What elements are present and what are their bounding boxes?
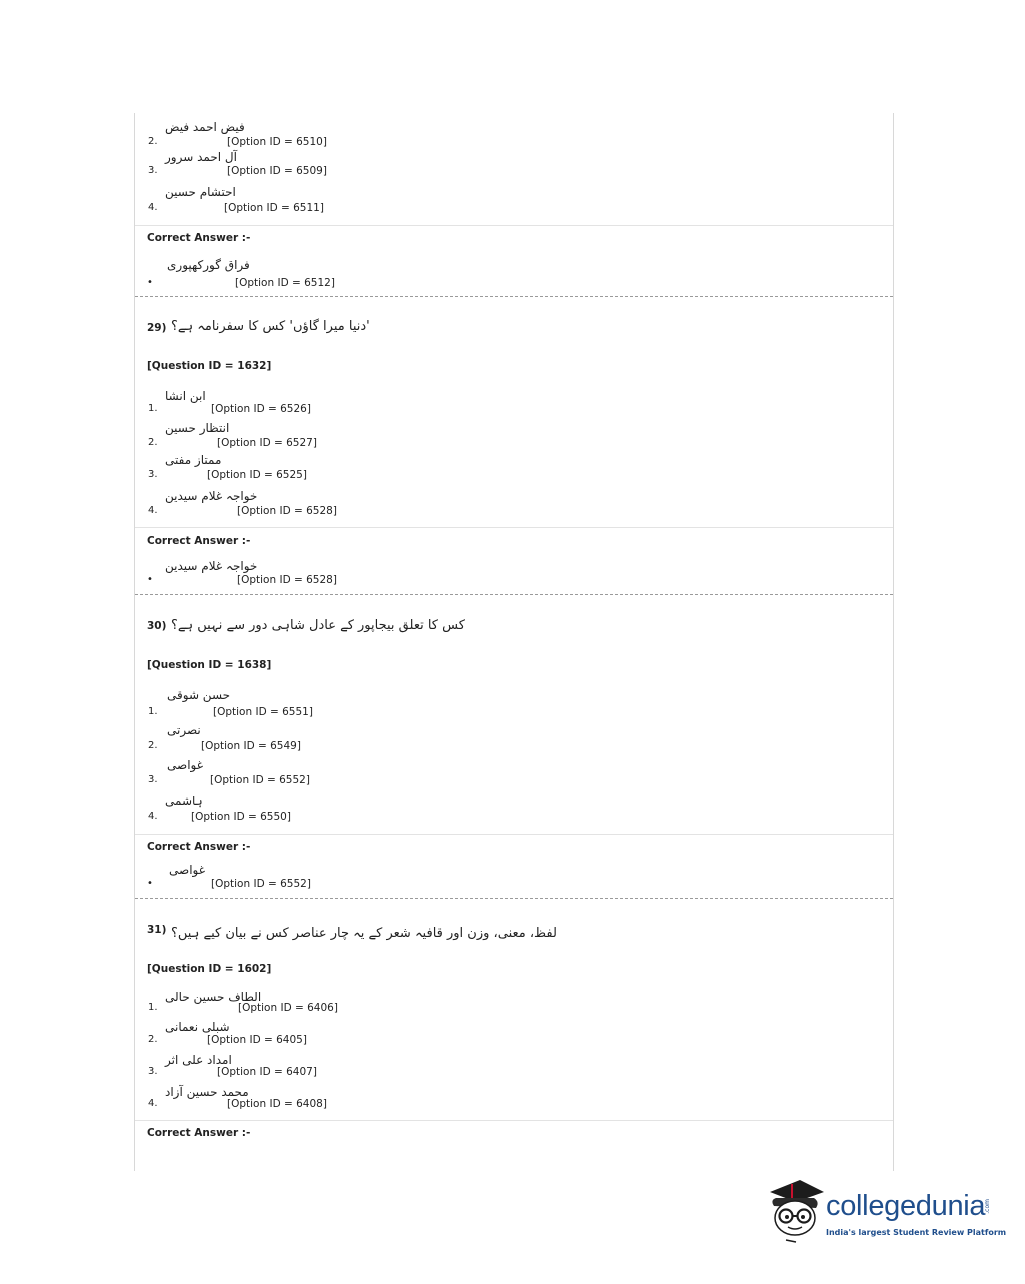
question-id: [Question ID = 1638] xyxy=(147,659,272,671)
option-id: [Option ID = 6527] xyxy=(217,437,317,449)
logo-brand-tld: .com xyxy=(984,1199,991,1214)
option-urdu-text: حسن شوقی xyxy=(167,688,231,702)
question-separator xyxy=(135,296,893,297)
option-urdu-text: انتظار حسین xyxy=(165,421,230,435)
option-number: 4. xyxy=(148,1098,158,1109)
option-urdu-text: ہاشمی xyxy=(165,794,203,808)
option-number: 2. xyxy=(148,740,158,751)
option-id: [Option ID = 6510] xyxy=(227,136,327,148)
question-text: لفظ، معنی، وزن اور قافیہ شعر کے یہ چار عناصر کس نے بیان کیے ہیں؟ xyxy=(171,926,557,941)
question-text: کس کا تعلق بیجاپور کے عادل شاہی دور سے نہیں ہے؟ xyxy=(171,618,465,633)
answer-bullet: • xyxy=(147,277,153,288)
question-number: 29) xyxy=(147,322,167,334)
option-urdu-text: فیض احمد فیض xyxy=(165,120,245,134)
option-number: 1. xyxy=(148,706,158,717)
option-id: [Option ID = 6526] xyxy=(211,403,311,415)
option-id: [Option ID = 6509] xyxy=(227,165,327,177)
mascot-icon xyxy=(766,1176,826,1248)
option-id: [Option ID = 6405] xyxy=(207,1034,307,1046)
option-id: [Option ID = 6551] xyxy=(213,706,313,718)
question-text: 'دنیا میرا گاؤں' کس کا سفرنامہ ہے؟ xyxy=(171,319,370,334)
option-number: 2. xyxy=(148,136,158,147)
option-id: [Option ID = 6408] xyxy=(227,1098,327,1110)
answer-option-id: [Option ID = 6528] xyxy=(237,574,337,586)
option-id: [Option ID = 6549] xyxy=(201,740,301,752)
option-urdu-text: شبلی نعمانی xyxy=(165,1020,230,1034)
question-separator xyxy=(135,898,893,899)
option-number: 1. xyxy=(148,1002,158,1013)
option-id: [Option ID = 6552] xyxy=(210,774,310,786)
option-urdu-text: نصرتی xyxy=(167,723,201,737)
option-id: [Option ID = 6528] xyxy=(237,505,337,517)
question-id: [Question ID = 1602] xyxy=(147,963,272,975)
question-separator xyxy=(135,594,893,595)
option-urdu-text: غواصی xyxy=(167,758,203,772)
option-urdu-text: خواجہ غلام سیدین xyxy=(165,489,258,503)
correct-answer-label: Correct Answer :- xyxy=(147,232,251,244)
option-number: 4. xyxy=(148,505,158,516)
divider xyxy=(135,527,893,528)
option-urdu-text: ابن انشا xyxy=(165,389,206,403)
answer-urdu-text: خواجہ غلام سیدین xyxy=(165,559,258,573)
divider xyxy=(135,834,893,835)
option-urdu-text: آل احمد سرور xyxy=(165,150,237,164)
option-urdu-text: محمد حسین آزاد xyxy=(165,1085,249,1099)
answer-option-id: [Option ID = 6512] xyxy=(235,277,335,289)
question-number: 31) xyxy=(147,924,167,936)
correct-answer-label: Correct Answer :- xyxy=(147,1127,251,1139)
option-id: [Option ID = 6550] xyxy=(191,811,291,823)
option-number: 1. xyxy=(148,403,158,414)
option-id: [Option ID = 6406] xyxy=(238,1002,338,1014)
option-id: [Option ID = 6525] xyxy=(207,469,307,481)
logo-brand-name: collegedunia xyxy=(826,1190,986,1222)
divider xyxy=(135,225,893,226)
option-number: 3. xyxy=(148,774,158,785)
correct-answer-label: Correct Answer :- xyxy=(147,841,251,853)
option-urdu-text: امداد علی اثر xyxy=(165,1053,232,1067)
answer-option-id: [Option ID = 6552] xyxy=(211,878,311,890)
correct-answer-label: Correct Answer :- xyxy=(147,535,251,547)
option-number: 3. xyxy=(148,1066,158,1077)
option-number: 4. xyxy=(148,811,158,822)
answer-urdu-text: غواصی xyxy=(169,863,205,877)
option-number: 2. xyxy=(148,1034,158,1045)
collegedunia-logo xyxy=(766,1176,1007,1248)
option-number: 4. xyxy=(148,202,158,213)
answer-bullet: • xyxy=(147,574,153,585)
divider xyxy=(135,1120,893,1121)
question-sheet xyxy=(134,113,894,1171)
logo-tagline: India's largest Student Review Platform xyxy=(826,1228,1007,1237)
question-number: 30) xyxy=(147,620,167,632)
option-urdu-text: احتشام حسین xyxy=(165,185,236,199)
option-id: [Option ID = 6407] xyxy=(217,1066,317,1078)
option-number: 2. xyxy=(148,437,158,448)
option-number: 3. xyxy=(148,469,158,480)
answer-urdu-text: فراق گورکھپوری xyxy=(167,258,250,272)
option-urdu-text: ممتاز مفتی xyxy=(165,453,222,467)
question-id: [Question ID = 1632] xyxy=(147,360,272,372)
option-urdu-text: الطاف حسین حالی xyxy=(165,990,262,1004)
option-number: 3. xyxy=(148,165,158,176)
option-id: [Option ID = 6511] xyxy=(224,202,324,214)
answer-bullet: • xyxy=(147,878,153,889)
